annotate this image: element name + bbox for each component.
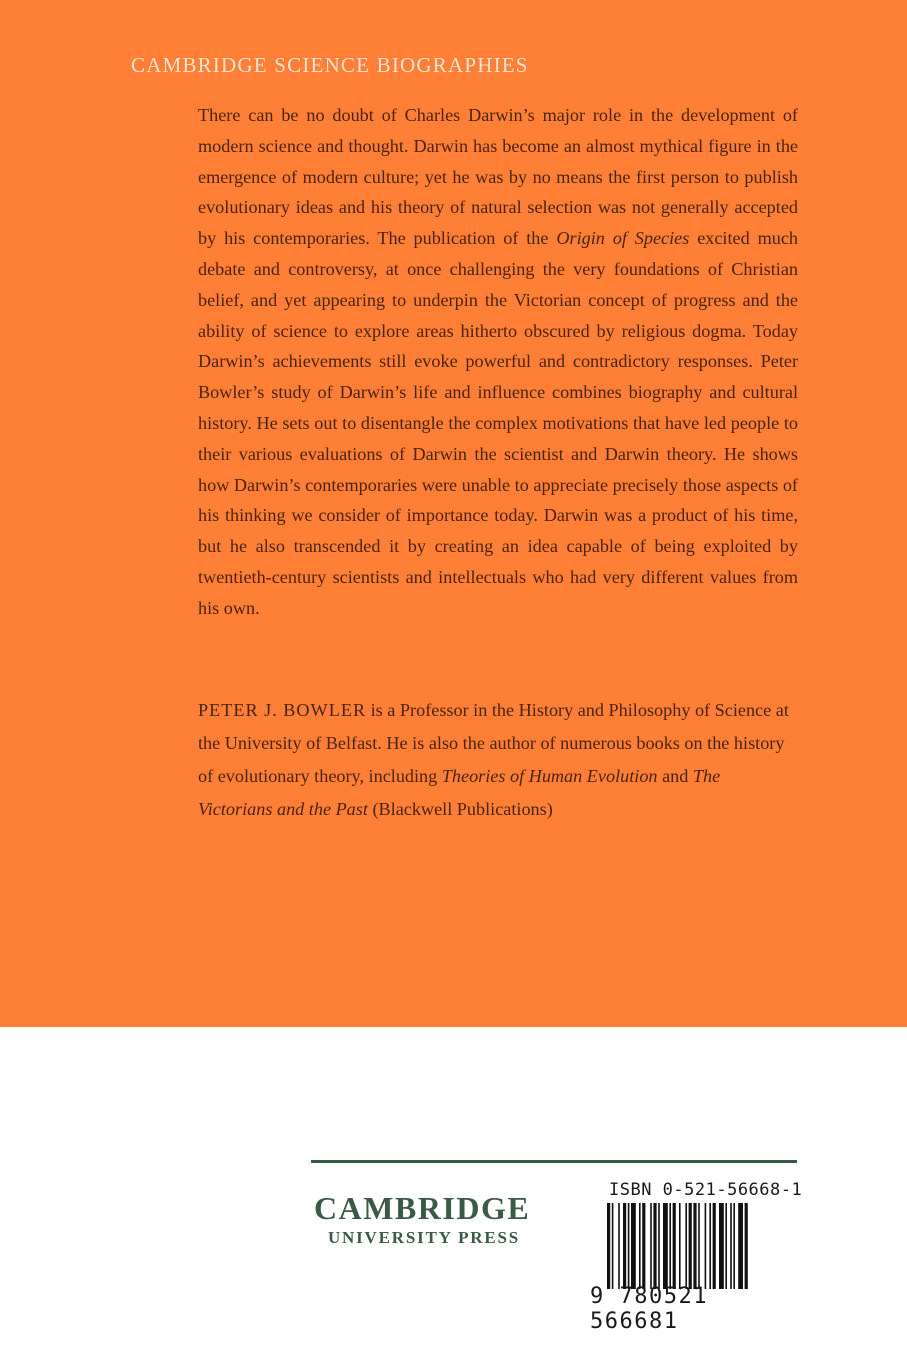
author-book-title-2: The Victorians and the Past — [198, 766, 721, 819]
blurb-text-end: excited much debate and controversy, at once challenging the very foundations of Christian belief, and yet appearing to underpin the Victorian concept of progress and the ability of science to explore areas hitherto obscured by religious dogma. Today Darwin’s achievements still evoke powerful and contradictory responses. Peter Bowler’s study of Darwin’s life and influence combines biography and cultural history. He sets out to disentangle the complex motivations that have led people to their various evaluations of Darwin the scientist and Darwin theory. He shows how Darwin’s contemporaries were unable to appreciate precisely those aspects of his thinking we consider of importance today. Darwin was a product of his time, but he also transcended it by creating an idea capable of being exploited by twentieth-century scientists and intellectuals who had very different values from his own. — [198, 228, 798, 618]
author-book-title-1: Theories of Human Evolution — [441, 766, 658, 786]
blurb-book-title: Origin of Species — [556, 228, 690, 249]
author-name: PETER J. BOWLER — [198, 700, 367, 720]
author-bio-text: is a Professor in the History and Philosophy of Science at the University of Belfast. He is also the author of numerous books on the history of evolutionary theory, including — [198, 700, 789, 786]
barcode-digits: 9 780521 566681 — [590, 1284, 708, 1334]
isbn-label: ISBN 0-521-56668-1 — [609, 1180, 803, 1200]
author-bio — [198, 694, 798, 826]
blurb-text-start: There can be no doubt of Charles Darwin’s major role in the development of modern science and thought. Darwin has become an almost mythical figure in the emergence of modern culture; yet he was by no means the first person to publish evolutionary ideas and his theory of natural selection was not generally accepted by his contemporaries. The publication of the — [198, 105, 798, 249]
author-bio-publisher: (Blackwell Publications) — [367, 799, 553, 819]
publisher-logo-subtitle: UNIVERSITY PRESS — [327, 1228, 521, 1247]
book-blurb — [198, 100, 798, 624]
publisher-divider — [311, 1160, 797, 1163]
barcode-icon — [605, 1203, 797, 1289]
series-title: CAMBRIDGE SCIENCE BIOGRAPHIES — [131, 53, 529, 77]
publisher-logo-name: CAMBRIDGE — [314, 1190, 531, 1226]
author-bio-connector: and — [657, 766, 693, 786]
